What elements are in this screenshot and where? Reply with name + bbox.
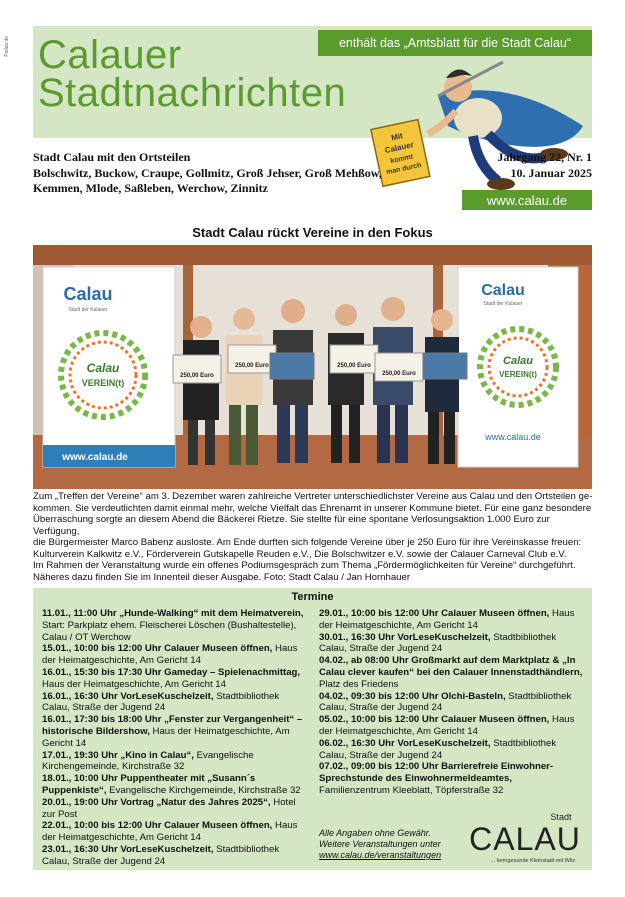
event-item: 16.01., 15:30 bis 17:30 Uhr Gameday – Spielenachmittag, Haus der Heimatgeschichte, Am Gericht 14 [42, 666, 301, 690]
cheque-4-amount: 250,00 Euro [382, 371, 416, 377]
caption-line: Überraschung sorgte an diesem Abend die Bäckerei Rietze. Sie stellte für eine spontane Verlosungsaktion 1.000 Euro zur Verfügung, [33, 514, 550, 537]
footnote-disclaimer: Alle Angaben ohne Gewähr. [319, 828, 431, 838]
website-badge[interactable]: www.calau.de [462, 190, 592, 210]
logo-big-text: CALAU [469, 821, 581, 857]
events-column-left [42, 608, 308, 868]
logo-tagline: ... kerngesunde Kleinstadt mit Witz [490, 858, 576, 864]
svg-text:Mit: Mit [390, 131, 404, 143]
caption-line: Im Rahmen der Veranstaltung wurde ein offenes Podiumsgespräch zum Thema „Fördermöglichkeiten für Vereine“ durchgeführt. [33, 560, 576, 571]
event-item: 06.02., 16:30 Uhr VorLeseKuschelzeit, Stadtbibliothek Calau, Straße der Jugend 24 [319, 737, 557, 761]
footnote-more: Weitere Veranstaltungen unter [319, 839, 441, 849]
left-banner-sub: Stadt der Kalauer [68, 307, 108, 313]
photo-caption [33, 491, 595, 583]
events-column-right [319, 608, 585, 797]
right-circle-text-2: VEREIN(t) [499, 370, 537, 379]
cheque-3-amount: 250,00 Euro [337, 363, 371, 369]
events-box [33, 588, 592, 870]
event-item: 11.01., 11:00 Uhr „Hunde-Walking“ mit dem Heimatverein, Start: Parkplatz ehem. Fleischerei Löschen (Bushaltestelle), Calau / OT Werchow [42, 608, 304, 643]
amtsblatt-banner: enthält das „Amtsblatt für die Stadt Calau“ [318, 30, 592, 56]
title-line-2: Stadtnachrichten [38, 71, 347, 115]
events-title: Termine [291, 591, 334, 603]
event-item: 22.01., 10:00 bis 12:00 Uhr Calauer Museen öffnen, Haus der Heimatgeschichte, Am Gericht 14 [42, 820, 298, 844]
event-item: 20.01., 19:00 Uhr Vortrag „Natur des Jahres 2025“, Hotel zur Post [42, 796, 296, 820]
event-item: 16.01., 17:30 bis 18:00 Uhr „Fenster zur Vergangenheit“ – historische Bildershow, Haus der Heimatgeschichte, Am Gericht 14 [42, 714, 303, 749]
left-circle-text-1: Calau [86, 361, 120, 375]
issue-date: 10. Januar 2025 [510, 165, 592, 180]
cheque-2-amount: 250,00 Euro [235, 363, 269, 369]
printer-mark: Pallas.de [4, 36, 10, 57]
issue-info [497, 150, 592, 181]
newspaper-title [38, 33, 347, 115]
event-item: 18.01., 10:00 Uhr Puppentheater mit „Susann´s Puppenkiste“, Evangelische Kirchgemeinde, Kirchstraße 32 [42, 773, 301, 796]
article-headline: Stadt Calau rückt Vereine in den Fokus [192, 225, 433, 240]
event-item: 04.02., ab 08:00 Uhr Großmarkt auf dem Marktplatz & „In Calau clever kaufen“ bei den Calauer Innenstadthändlern, Platz des Friedens [319, 655, 583, 690]
left-banner-brand: Calau [63, 284, 113, 304]
caption-line: Kulturverein Kalkwitz e.V., Förderverein Gutskapelle Reuden e.V., Die Bolschwitzer e.V. sowie der Calauer Carneval Club e.V. [33, 548, 567, 560]
caption-line: Näheres dazu finden Sie im Innenteil dieser Ausgabe. Foto: Stadt Calau / Jan Hornhauer [33, 571, 411, 583]
svg-text:kommt: kommt [389, 153, 414, 166]
events-link[interactable]: www.calau.de/veranstaltungen [319, 850, 442, 860]
title-line-1: Calauer [38, 33, 182, 77]
town-list [33, 150, 382, 197]
cheque-1-amount: 250,00 Euro [180, 373, 214, 379]
article-photo [33, 245, 592, 489]
logo-small-text: Stadt [550, 812, 572, 822]
event-item: 16.01., 16:30 Uhr VorLeseKuschelzeit, Stadtbibliothek Calau, Straße der Jugend 24 [42, 690, 280, 714]
right-banner-sub: Stadt der Kalauer [483, 301, 523, 307]
towns-line-3: Kemmen, Mlode, Saßleben, Werchow, Zinnitz [33, 181, 268, 195]
left-circle-text-2: VEREIN(t) [81, 378, 125, 388]
right-banner-brand: Calau [481, 282, 525, 299]
event-item: 07.02., 09:00 bis 12:00 Uhr Barrierefreie Einwohner-Sprechstunde des Einwohnermeldeamtes, Familienzentrum Kleeblatt, Töpferstraße 32 [319, 761, 554, 796]
event-item: 05.02., 10:00 bis 12:00 Uhr Calauer Museen öffnen, Haus der Heimatgeschichte, Am Gericht 14 [319, 714, 575, 737]
svg-text:man durch: man durch [385, 161, 423, 177]
caption-line: die Bürgermeister Marco Babenz ausloste. Am Ende durften sich folgende Vereine über je 250 Euro für ihre Vereinskasse freuen: [33, 537, 582, 548]
towns-line-1: Stadt Calau mit den Ortsteilen [33, 150, 191, 164]
right-circle-text-1: Calau [503, 355, 533, 367]
caption-line: kommen. Sie verdeutlichten damit einmal mehr, welche Vielfalt das Ehrenamt in unserer Kommune bietet. Für eine ganz besondere [33, 502, 592, 514]
events-footnote [319, 828, 441, 861]
event-item: 23.01., 16:30 Uhr VorLeseKuschelzeit, Stadtbibliothek Calau, Straße der Jugend 24 [42, 843, 280, 867]
stadt-calau-logo [463, 806, 588, 866]
towns-line-2: Bolschwitz, Buckow, Craupe, Gollmitz, Groß Jehser, Groß Mehßow, [33, 165, 382, 180]
right-banner-url: www.calau.de [485, 432, 541, 442]
event-item: 17.01., 19:30 Uhr „Kino in Calau“, Evangelische Kirchengemeinde, Kirchstraße 32 [42, 749, 254, 773]
event-item: 29.01., 10:00 bis 12:00 Uhr Calauer Museen öffnen, Haus der Heimatgeschichte, Am Gericht 14 [319, 608, 575, 631]
svg-text:Calauer: Calauer [383, 140, 415, 156]
event-item: 04.02., 09:30 bis 12:00 Uhr Olchi-Basteln, Stadtbibliothek Calau, Straße der Jugend 24 [319, 690, 572, 714]
event-item: 30.01., 16:30 Uhr VorLeseKuschelzeit, Stadtbibliothek Calau, Straße der Jugend 24 [319, 631, 557, 655]
event-item: 15.01., 10:00 bis 12:00 Uhr Calauer Museen öffnen, Haus der Heimatgeschichte, Am Gericht 14 [42, 643, 298, 667]
left-banner-url: www.calau.de [62, 452, 128, 463]
caption-line: Zum „Treffen der Vereine“ am 3. Dezember waren zahlreiche Vertreter unterschiedlichster Vereine aus Calau und den Ortsteilen ge- [33, 491, 593, 502]
issue-volume: Jahrgang 22, Nr. 1 [497, 150, 592, 164]
